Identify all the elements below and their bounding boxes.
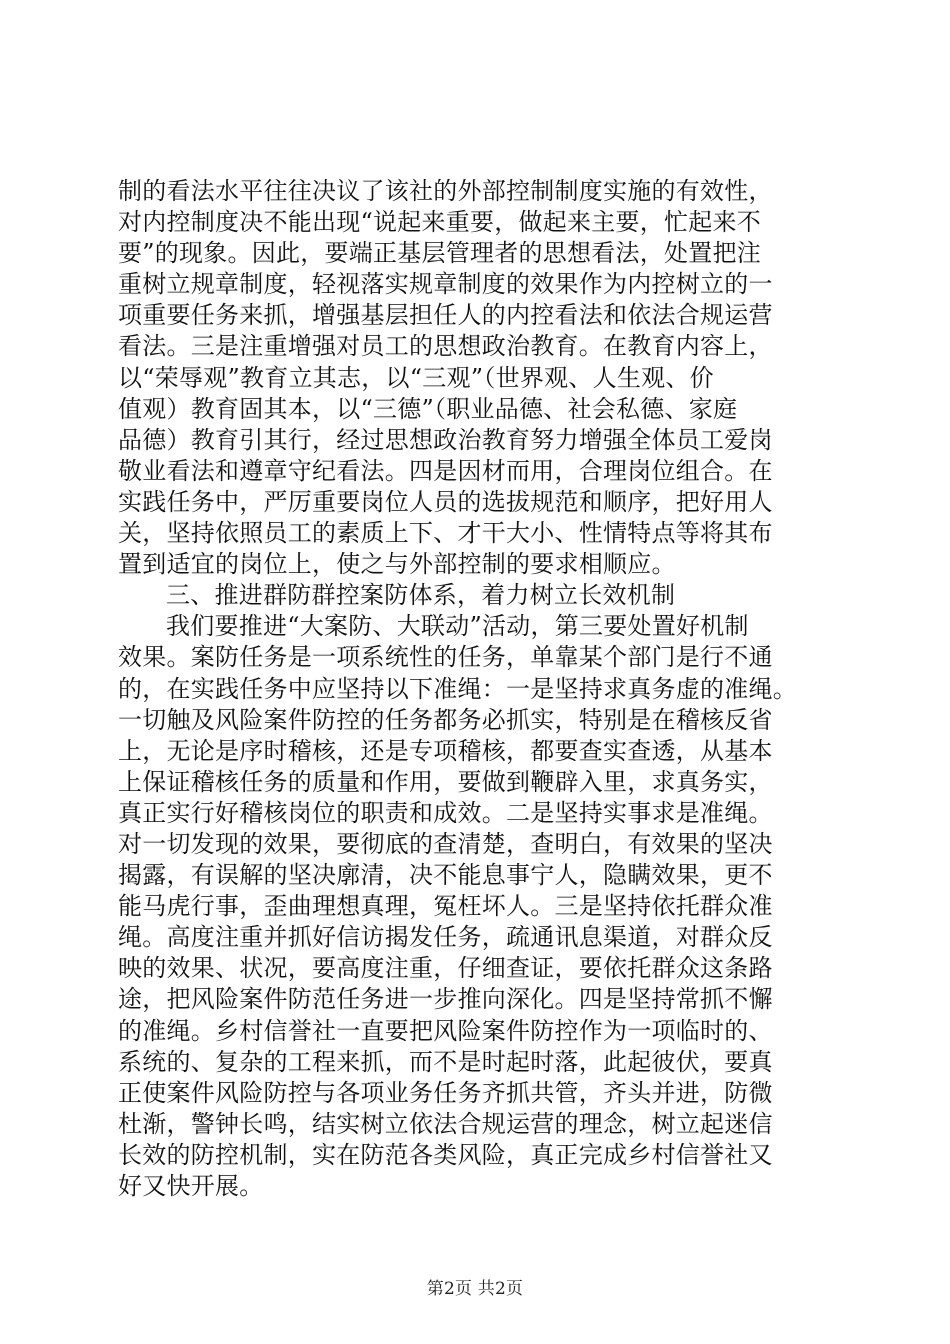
text-line: 杜渐，警钟长鸣，结实树立依法合规运营的理念，树立起迷信 <box>118 1109 773 1138</box>
text-line: 真正实行好稽核岗位的职责和成效。二是坚持实事求是准绳。 <box>118 798 773 827</box>
text-line: 以“荣辱观”教育立其志，以“三观”（世界观、人生观、价 <box>118 363 714 392</box>
text-line: 上，无论是序时稽核，还是专项稽核，都要查实查透，从基本 <box>118 736 773 765</box>
section-heading: 三、推进群防群控案防体系，着力树立长效机制 <box>166 581 676 610</box>
text-line: 的准绳。乡村信誉社一直要把风险案件防控作为一项临时的、 <box>118 1016 773 1045</box>
document-body <box>118 176 858 1202</box>
text-line: 值观）教育固其本，以“三德”（职业品德、社会私德、家庭 <box>118 394 738 423</box>
text-line: 的，在实践任务中应坚持以下准绳：一是坚持求真务虚的准绳。 <box>118 674 797 703</box>
text-line: 好又快开展。 <box>118 1172 264 1200</box>
text-line: 实践任务中，严厉重要岗位人员的选拔规范和顺序，把好用人 <box>118 487 773 516</box>
text-line: 关，坚持依照员工的素质上下、才干大小、性情特点等将其布 <box>118 519 773 548</box>
text-line: 对一切发现的效果，要彻底的查清楚，查明白，有效果的坚决 <box>118 829 773 858</box>
text-line: 途，把风险案件防范任务进一步推向深化。四是坚持常抓不懈 <box>118 985 773 1014</box>
text-line: 映的效果、状况，要高度注重，仔细查证，要依托群众这条路 <box>118 954 773 983</box>
text-line: 置到适宜的岗位上，使之与外部控制的要求相顺应。 <box>118 550 676 579</box>
page-number: 第2页 共2页 <box>426 1279 524 1299</box>
text-line: 我们要推进“大案防、大联动”活动，第三要处置好机制 <box>166 612 749 641</box>
text-line: 品德）教育引其行，经过思想政治教育努力增强全体员工爱岗 <box>118 425 773 454</box>
text-line: 正使案件风险防控与各项业务任务齐抓共管，齐头并进，防微 <box>118 1078 773 1107</box>
text-line: 要”的现象。因此，要端正基层管理者的思想看法，处置把注 <box>118 239 762 268</box>
text-line: 揭露，有误解的坚决廓清，决不能息事宁人，隐瞒效果，更不 <box>118 861 773 890</box>
text-line: 效果。案防任务是一项系统性的任务，单靠某个部门是行不通 <box>118 643 773 672</box>
text-line: 能马虎行事，歪曲理想真理，冤枉坏人。三是坚持依托群众准 <box>118 892 773 921</box>
text-line: 绳。高度注重并抓好信访揭发任务，疏通讯息渠道，对群众反 <box>118 923 773 952</box>
text-line: 对内控制度决不能出现“说起来重要，做起来主要，忙起来不 <box>118 208 762 237</box>
text-line: 重树立规章制度，轻视落实规章制度的效果作为内控树立的一 <box>118 270 773 299</box>
text-line: 一切触及风险案件防控的任务都务必抓实，特别是在稽核反省 <box>118 705 773 734</box>
text-line: 长效的防控机制，实在防范各类风险，真正完成乡村信誉社又 <box>118 1140 773 1169</box>
text-line: 项重要任务来抓，增强基层担任人的内控看法和依法合规运营 <box>118 301 773 330</box>
text-line: 敬业看法和遵章守纪看法。四是因材而用，合理岗位组合。在 <box>118 456 773 485</box>
text-line: 上保证稽核任务的质量和作用，要做到鞭辟入里，求真务实， <box>118 767 773 796</box>
text-line: 系统的、复杂的工程来抓，而不是时起时落，此起彼伏，要真 <box>118 1047 773 1076</box>
text-line: 制的看法水平往往决议了该社的外部控制制度实施的有效性， <box>118 177 773 205</box>
text-line: 看法。三是注重增强对员工的思想政治教育。在教育内容上， <box>118 332 773 361</box>
